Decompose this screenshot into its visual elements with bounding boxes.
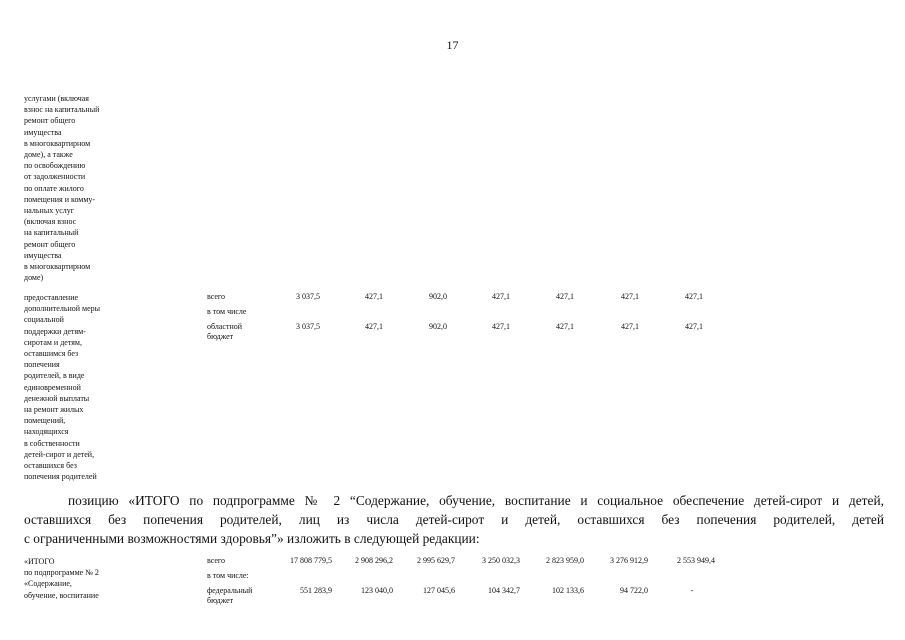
value-cell: 2 908 296,2 — [355, 556, 393, 565]
text-line: денежной выплаты — [24, 393, 90, 403]
value-cell: 94 722,0 — [620, 586, 648, 595]
text-line: имущества — [24, 127, 62, 137]
value-cell: 427,1 — [492, 322, 510, 331]
value-cell: 3 250 032,3 — [482, 556, 520, 565]
value-cell: 2 995 629,7 — [417, 556, 455, 565]
paragraph-line: позицию «ИТОГО по подпрограмме № 2 “Содержание, обучение, воспитание и социальное обеспечение детей-сирот и детей, — [68, 493, 884, 508]
text-line: единовременной — [24, 382, 81, 392]
text-line: попечения — [24, 360, 60, 370]
text-line: по подпрограмме № 2 — [24, 568, 99, 578]
text-line: доме) — [24, 273, 44, 283]
text-line: попечения родителей — [24, 472, 97, 482]
text-line: «ИТОГО — [24, 557, 55, 566]
text-line: в многоквартирном — [24, 262, 91, 272]
text-line: «Содержание, — [24, 579, 72, 589]
value-cell: 123 040,0 — [361, 586, 393, 595]
value-cell: 427,1 — [556, 322, 574, 331]
value-cell: 102 133,6 — [552, 586, 584, 595]
text-line: помещения и комму- — [24, 194, 96, 204]
text-line: на капитальный — [24, 228, 79, 238]
page-number: 17 — [446, 38, 459, 52]
value-cell: 427,1 — [492, 292, 510, 301]
value-cell: 3 276 912,9 — [610, 556, 648, 565]
text-line: имущества — [24, 250, 62, 260]
block3-text — [24, 556, 124, 601]
value-cell: 427,1 — [621, 292, 639, 301]
value-cell: - — [690, 586, 694, 595]
text-line: дополнительной меры — [24, 304, 101, 314]
text-line: оставшихся без — [24, 461, 77, 471]
text-line: родителей, в виде — [24, 371, 85, 381]
text-line: взнос на капитальный — [24, 105, 100, 115]
text-line: социальной — [24, 315, 64, 325]
text-line: доме), а также — [24, 150, 73, 160]
text-line: от задолженности — [24, 172, 86, 182]
label-line: бюджет — [207, 332, 234, 341]
row-label-including: в том числе — [207, 307, 247, 316]
text-line: в многоквартирном — [24, 138, 91, 148]
text-line: в собственности — [24, 438, 80, 448]
text-line: сиротам и детям, — [24, 337, 82, 347]
value-cell: 427,1 — [685, 292, 703, 301]
value-cell: 427,1 — [365, 322, 383, 331]
text-line: находящихся — [24, 427, 69, 437]
value-cell: 902,0 — [429, 322, 447, 331]
label-line: федеральный — [207, 586, 253, 595]
block1-text — [24, 93, 124, 283]
amendment-paragraph — [24, 491, 884, 548]
value-cell: 551 283,9 — [300, 586, 332, 595]
label-line: бюджет — [207, 596, 234, 605]
text-line: ремонт общего — [24, 239, 76, 249]
text-line: по оплате жилого — [24, 183, 84, 193]
row-label-total: всего — [207, 556, 226, 565]
value-cell: 427,1 — [365, 292, 383, 301]
text-line: по освобождению — [24, 161, 86, 171]
value-cell: 427,1 — [685, 322, 703, 331]
text-line: ремонт общего — [24, 116, 76, 126]
row-label-regional-budget — [207, 322, 242, 342]
text-line: услугами (включая — [24, 94, 89, 103]
value-cell: 2 823 959,0 — [546, 556, 584, 565]
paragraph-line: оставшихся без попечения родителей, лиц из числа детей-сирот и детей, оставшихся без попечения родителей, детей — [24, 512, 884, 527]
value-cell: 3 037,5 — [296, 292, 320, 301]
row-label-including: в том числе: — [207, 571, 249, 580]
row-label-federal-budget — [207, 586, 252, 606]
value-cell: 3 037,5 — [296, 322, 320, 331]
text-line: оставшимся без — [24, 349, 79, 359]
text-line: на ремонт жилых — [24, 405, 84, 415]
text-line: обучение, воспитание — [24, 590, 99, 600]
text-line: поддержки детям- — [24, 326, 86, 336]
block2-text — [24, 292, 124, 482]
value-cell: 127 045,6 — [423, 586, 455, 595]
paragraph-line: с ограниченными возможностями здоровья”» изложить в следующей редакции: — [24, 531, 480, 546]
value-cell: 427,1 — [621, 322, 639, 331]
text-line: нальных услуг — [24, 206, 75, 216]
row-label-total: всего — [207, 292, 226, 301]
text-line: помещений, — [24, 416, 66, 426]
text-line: детей-сирот и детей, — [24, 449, 95, 459]
value-cell: 2 553 949,4 — [677, 556, 715, 565]
value-cell: 427,1 — [556, 292, 574, 301]
text-line: предоставление — [24, 293, 79, 302]
text-line: (включая взнос — [24, 217, 77, 227]
label-line: областной — [207, 322, 243, 331]
value-cell: 104 342,7 — [488, 586, 520, 595]
value-cell: 17 808 779,5 — [290, 556, 332, 565]
value-cell: 902,0 — [429, 292, 447, 301]
